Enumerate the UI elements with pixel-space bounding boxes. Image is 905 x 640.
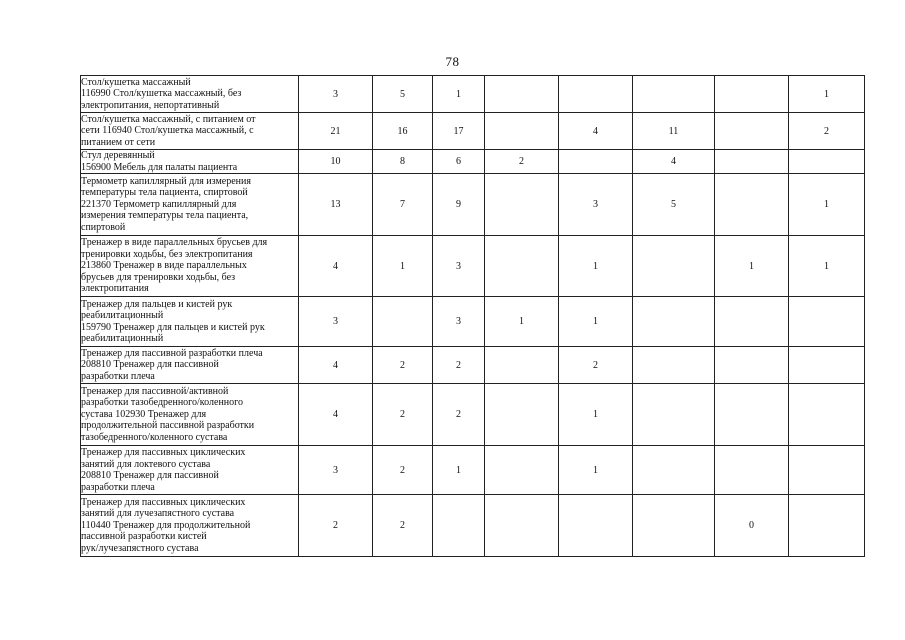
item-name-line: сустава 102930 Тренажер для [81,408,207,420]
value-cell: 3 [299,446,373,495]
item-name-cell [81,236,299,297]
item-name-line: 110440 Тренажер для продолжительной [81,519,251,531]
value-cell: 1 [559,236,633,297]
value-cell [559,495,633,557]
item-name-line: Стол/кушетка массажный, с питанием от [81,113,256,125]
item-name-line: Тренажер для пассивных циклических [81,447,246,458]
value-cell: 2 [433,347,485,384]
value-cell [715,347,789,384]
value-cell: 4 [299,347,373,384]
value-cell [485,236,559,297]
item-name-line: Тренажер в виде параллельных брусьев для [81,237,268,249]
item-name-line: рук/лучезапястного сустава [81,542,199,554]
value-cell: 16 [373,113,433,150]
value-cell [715,113,789,150]
value-cell: 1 [433,446,485,495]
table-body [81,76,865,557]
item-name-line: Термометр капиллярный для измерения [81,175,251,187]
value-cell: 2 [299,495,373,557]
item-name-line: реабилитационный [81,333,164,344]
equipment-table [80,75,865,557]
value-cell: 5 [633,174,715,236]
item-name-line: 156900 Мебель для палаты пациента [81,161,238,173]
value-cell: 3 [559,174,633,236]
value-cell: 7 [373,174,433,236]
value-cell [789,347,865,384]
item-name-line: спиртовой [81,221,126,233]
value-cell [559,150,633,174]
value-cell [485,113,559,150]
value-cell: 1 [373,236,433,297]
table-row [81,76,865,113]
value-cell: 2 [373,446,433,495]
value-cell: 2 [433,384,485,446]
value-cell: 3 [433,236,485,297]
item-name-line: 208810 Тренажер для пассивной [81,359,219,371]
value-cell [633,495,715,557]
value-cell [715,174,789,236]
value-cell [633,347,715,384]
item-name-line: Стол/кушетка массажный [81,76,191,88]
value-cell: 1 [559,446,633,495]
item-name-cell [81,384,299,446]
value-cell [789,446,865,495]
item-name-line: измерения температуры тела пациента, [81,210,249,222]
item-name-line: разработки плеча [81,481,155,493]
value-cell [789,384,865,446]
value-cell: 1 [715,236,789,297]
value-cell [559,76,633,113]
item-name-line: электропитания [81,283,149,295]
value-cell: 4 [299,384,373,446]
value-cell: 1 [485,297,559,347]
item-name-line: занятий для лучезапястного сустава [81,508,235,520]
value-cell: 21 [299,113,373,150]
value-cell: 1 [789,236,865,297]
value-cell [789,495,865,557]
value-cell [485,76,559,113]
item-name-cell [81,113,299,150]
item-name-cell [81,150,299,174]
item-name-line: 213860 Тренажер в виде параллельных [81,260,247,272]
value-cell [715,446,789,495]
value-cell [715,297,789,347]
value-cell [485,174,559,236]
value-cell: 3 [433,297,485,347]
item-name-line: Тренажер для пассивной/активной [81,385,229,397]
value-cell: 4 [299,236,373,297]
value-cell [789,150,865,174]
item-name-line: реабилитационный [81,310,164,321]
table-row [81,236,865,297]
value-cell: 3 [299,297,373,347]
value-cell [633,236,715,297]
value-cell: 0 [715,495,789,557]
value-cell [633,76,715,113]
table-row [81,384,865,446]
table-row [81,174,865,236]
value-cell [633,384,715,446]
value-cell: 3 [299,76,373,113]
value-cell [715,384,789,446]
value-cell: 1 [789,76,865,113]
item-name-line: пассивной разработки кистей [81,531,207,543]
value-cell: 6 [433,150,485,174]
table-row [81,297,865,347]
value-cell: 4 [559,113,633,150]
value-cell [789,297,865,347]
value-cell: 2 [373,347,433,384]
item-name-cell [81,174,299,236]
table-row [81,446,865,495]
value-cell: 11 [633,113,715,150]
page-number: 78 [445,54,460,69]
item-name-line: Тренажер для пассивной разработки плеча [81,347,263,359]
item-name-line: брусьев для тренировки ходьбы, без [81,271,236,283]
value-cell: 2 [373,384,433,446]
value-cell [633,297,715,347]
value-cell [433,495,485,557]
item-name-line: сети 116940 Стол/кушетка массажный, с [81,125,254,137]
item-name-line: Тренажер для пассивных циклических [81,496,246,508]
value-cell [485,384,559,446]
value-cell: 2 [485,150,559,174]
item-name-line: 159790 Тренажер для пальцев и кистей рук [81,321,265,333]
value-cell: 1 [559,297,633,347]
value-cell: 2 [789,113,865,150]
value-cell [715,150,789,174]
item-name-line: продолжительной пассивной разработки [81,420,255,432]
item-name-line: разработки тазобедренного/коленного [81,397,244,409]
value-cell [373,297,433,347]
value-cell: 1 [559,384,633,446]
value-cell: 8 [373,150,433,174]
table-row [81,347,865,384]
item-name-cell [81,446,299,495]
item-name-cell [81,347,299,384]
table-row [81,150,865,174]
value-cell: 1 [433,76,485,113]
value-cell: 10 [299,150,373,174]
item-name-line: тазобедренного/коленного сустава [81,431,228,443]
value-cell [485,446,559,495]
value-cell [485,495,559,557]
item-name-cell [81,495,299,557]
item-name-line: электропитания, непортативный [81,99,220,111]
item-name-line: Тренажер для пальцев и кистей рук [81,298,233,310]
item-name-line: разработки плеча [81,370,155,382]
table-row [81,495,865,557]
item-name-cell [81,297,299,347]
item-name-line: Стул деревянный [81,150,155,161]
value-cell: 17 [433,113,485,150]
item-name-line: питанием от сети [81,136,156,148]
item-name-line: занятий для локтевого сустава [81,458,211,470]
value-cell: 5 [373,76,433,113]
value-cell [633,446,715,495]
value-cell: 9 [433,174,485,236]
item-name-cell [81,76,299,113]
item-name-line: температуры тела пациента, спиртовой [81,187,248,199]
value-cell: 2 [373,495,433,557]
item-name-line: 208810 Тренажер для пассивной [81,470,219,481]
item-name-line: тренировки ходьбы, без электропитания [81,248,253,260]
item-name-line: 221370 Термометр капиллярный для [81,198,237,210]
item-name-line: 116990 Стол/кушетка массажный, без [81,88,242,100]
value-cell: 13 [299,174,373,236]
value-cell: 1 [789,174,865,236]
value-cell: 4 [633,150,715,174]
table-row [81,113,865,150]
value-cell [715,76,789,113]
value-cell: 2 [559,347,633,384]
value-cell [485,347,559,384]
